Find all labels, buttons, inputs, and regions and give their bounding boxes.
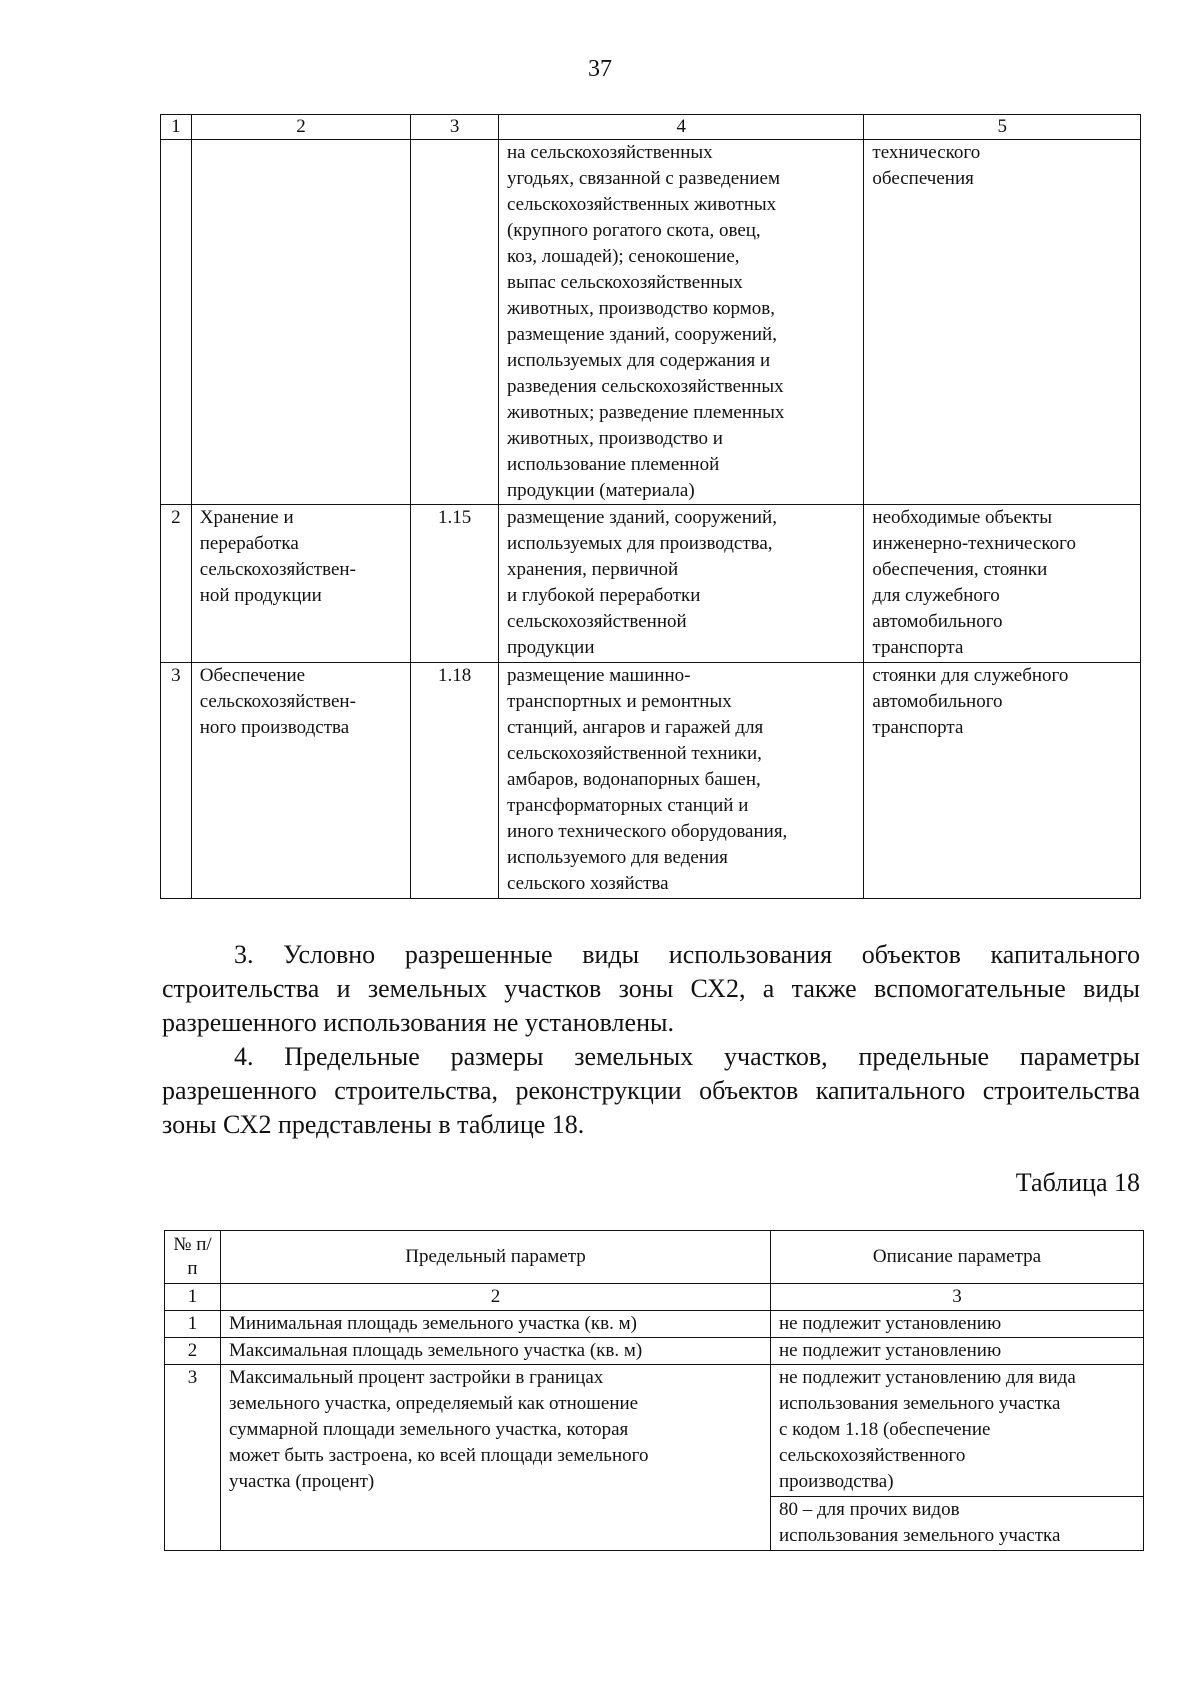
param-name: Максимальная площадь земельного участка (кв. м) [221, 1338, 771, 1365]
param-desc: не подлежит установлению [771, 1311, 1144, 1338]
use-code: 1.15 [411, 505, 499, 663]
table-row [161, 505, 1141, 663]
use-name: Хранение и переработка сельскохозяйствен- ной продукции [191, 505, 410, 663]
header-num: № п/п [165, 1231, 221, 1284]
paragraph-4: 4. Предельные размеры земельных участков, предельные параметры разрешенного строительства, реконструкции объектов капитального строительства зоны СХ2 представлены в таблице 18. [162, 1042, 1140, 1139]
param-desc: не подлежит установлению для вида использования земельного участка с кодом 1.18 (обеспечение сельскохозяйственного производства) [771, 1365, 1144, 1497]
table-row [161, 663, 1141, 899]
row-number: 2 [165, 1338, 221, 1365]
table-row [165, 1311, 1144, 1338]
header-desc: Описание параметра [771, 1231, 1144, 1284]
row-number: 3 [165, 1365, 221, 1551]
param-desc: 80 – для прочих видов использования земельного участка [771, 1497, 1144, 1551]
table-caption: Таблица 18 [1015, 1168, 1140, 1197]
header-cell: 2 [191, 115, 410, 140]
header-param: Предельный параметр [221, 1231, 771, 1284]
body-paragraphs [162, 938, 1140, 1142]
use-name [191, 140, 410, 505]
param-desc: не подлежит установлению [771, 1338, 1144, 1365]
page-number: 37 [588, 56, 612, 82]
use-name: Обеспечение сельскохозяйствен- ного производства [191, 663, 410, 899]
auxiliary-use: необходимые объекты инженерно-технического обеспечения, стоянки для служебного автомобильного транспорта [864, 505, 1141, 663]
use-description: на сельскохозяйственных угодьях, связанной с разведением сельскохозяйственных животных (крупного рогатого скота, овец, коз, лошадей); сенокошение, выпас сельскохозяйственных животных, производство кормов, размещение зданий, сооружений, используемых для содержания и разведения сельскохозяйственных животных; разведение племенных животных, производство и использование племенной продукции (материала) [498, 140, 863, 505]
table-header-row [165, 1231, 1144, 1284]
land-use-table [160, 114, 1141, 899]
row-number: 2 [161, 505, 192, 663]
use-code [411, 140, 499, 505]
table-header-row [161, 115, 1141, 140]
header-cell: 3 [411, 115, 499, 140]
auxiliary-use: стоянки для служебного автомобильного транспорта [864, 663, 1141, 899]
use-code: 1.18 [411, 663, 499, 899]
param-name: Максимальный процент застройки в границах земельного участка, определяемый как отношение суммарной площади земельного участка, которая может быть застроена, ко всей площади земельного участка (процент) [221, 1365, 771, 1551]
row-number [161, 140, 192, 505]
table-row [165, 1338, 1144, 1365]
row-number: 1 [165, 1311, 221, 1338]
table-index-row: 1 2 3 [165, 1284, 1144, 1311]
use-description: размещение машинно- транспортных и ремонтных станций, ангаров и гаражей для сельскохозяйственной техники, амбаров, водонапорных башен, трансформаторных станций и иного технического оборудования, используемого для ведения сельского хозяйства [498, 663, 863, 899]
use-description: размещение зданий, сооружений, используемых для производства, хранения, первичной и глубокой переработки сельскохозяйственной продукции [498, 505, 863, 663]
table-18 [164, 1230, 1144, 1551]
header-cell: 1 [161, 115, 192, 140]
table-row [165, 1365, 1144, 1497]
header-cell: 4 [498, 115, 863, 140]
row-number: 3 [161, 663, 192, 899]
auxiliary-use: технического обеспечения [864, 140, 1141, 505]
table-row [161, 140, 1141, 505]
param-name: Минимальная площадь земельного участка (кв. м) [221, 1311, 771, 1338]
paragraph-3: 3. Условно разрешенные виды использования объектов капитального строительства и земельных участков зоны СХ2, а также вспомогательные виды разрешенного использования не установлены. [162, 940, 1140, 1037]
header-cell: 5 [864, 115, 1141, 140]
